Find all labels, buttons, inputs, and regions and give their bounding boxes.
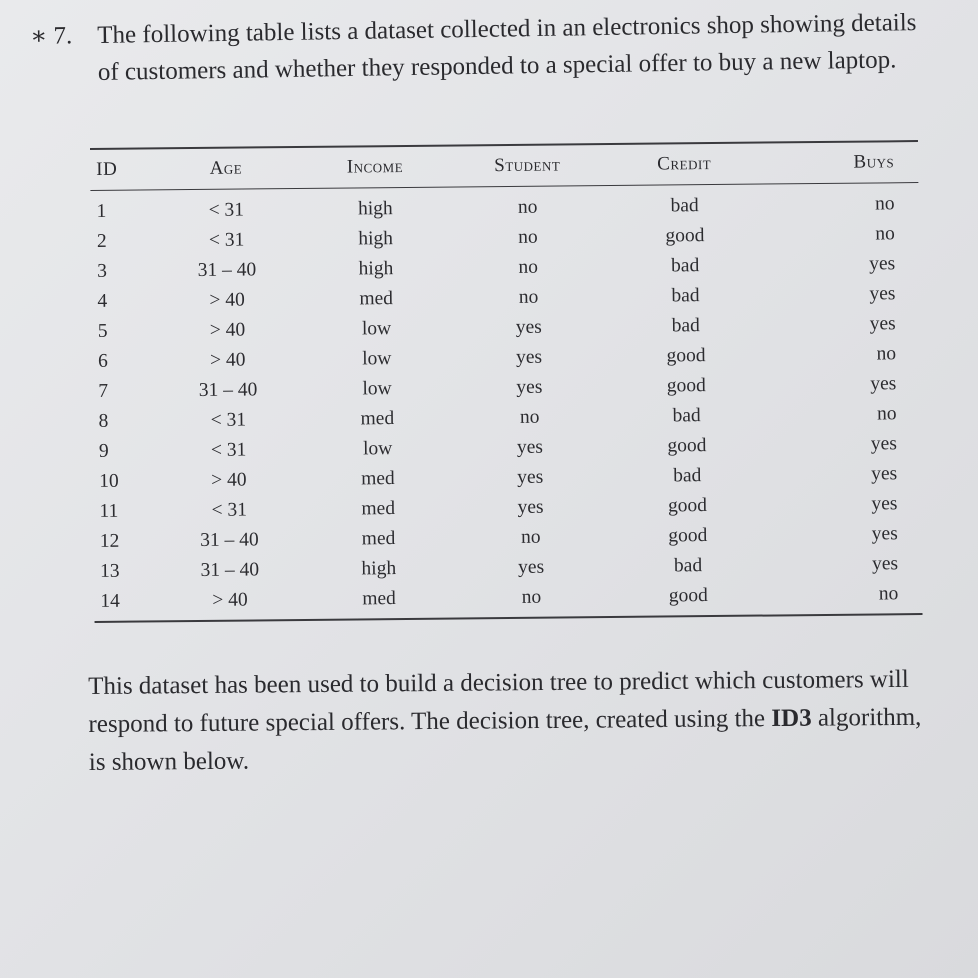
cell-age: 31 – 40 xyxy=(198,379,258,401)
dataset-table xyxy=(90,140,923,623)
cell-income: med xyxy=(359,288,394,310)
cell-credit: bad xyxy=(672,405,701,427)
cell-credit: good xyxy=(668,585,708,607)
cell-student: yes xyxy=(515,346,543,368)
cell-income: med xyxy=(361,498,396,520)
question-number: ∗ 7. xyxy=(30,22,73,50)
cell-credit: bad xyxy=(670,195,699,217)
cell-id: 9 xyxy=(98,440,109,462)
header-buys: Buys xyxy=(853,151,895,173)
cell-credit: bad xyxy=(671,315,700,337)
cell-credit: bad xyxy=(671,255,700,277)
cell-age: < 31 xyxy=(211,499,247,521)
cell-age: < 31 xyxy=(210,439,247,461)
cell-credit: good xyxy=(668,525,708,547)
paragraph-bold-term: ID3 xyxy=(771,704,812,733)
cell-buys: no xyxy=(878,583,899,605)
cell-buys: yes xyxy=(869,253,896,275)
cell-credit: bad xyxy=(671,285,700,307)
cell-student: yes xyxy=(516,436,544,458)
decision-tree-paragraph xyxy=(88,661,929,782)
cell-id: 11 xyxy=(99,500,119,522)
paragraph-text-after: algorithm, is shown below. xyxy=(88,703,922,776)
cell-id: 8 xyxy=(98,410,109,432)
cell-income: med xyxy=(362,588,396,610)
cell-income: high xyxy=(357,198,393,220)
cell-id: 1 xyxy=(96,200,107,222)
cell-id: 12 xyxy=(99,530,120,552)
cell-student: no xyxy=(521,586,542,608)
cell-income: med xyxy=(361,468,395,490)
header-income: Income xyxy=(346,155,404,178)
cell-student: yes xyxy=(515,316,542,338)
cell-buys: no xyxy=(876,343,897,365)
cell-income: high xyxy=(361,558,397,580)
cell-id: 4 xyxy=(97,290,108,312)
cell-income: high xyxy=(358,228,394,250)
header-age: Age xyxy=(209,157,243,179)
cell-id: 7 xyxy=(98,380,109,402)
cell-buys: yes xyxy=(869,313,896,335)
cell-credit: good xyxy=(665,225,705,247)
cell-student: no xyxy=(518,256,539,278)
cell-age: 31 – 40 xyxy=(197,259,257,281)
cell-age: > 40 xyxy=(212,589,248,611)
cell-age: 31 – 40 xyxy=(200,529,259,551)
cell-income: low xyxy=(361,318,392,340)
cell-buys: yes xyxy=(870,433,897,455)
cell-id: 14 xyxy=(100,590,120,612)
cell-student: no xyxy=(517,196,538,218)
cell-income: high xyxy=(358,258,394,280)
cell-id: 2 xyxy=(96,230,107,252)
cell-credit: bad xyxy=(673,465,702,487)
cell-credit: bad xyxy=(673,555,703,577)
cell-age: 31 – 40 xyxy=(200,559,260,581)
cell-student: no xyxy=(519,406,540,428)
cell-buys: no xyxy=(876,403,897,425)
cell-age: > 40 xyxy=(211,469,247,491)
cell-buys: yes xyxy=(871,463,898,485)
cell-student: no xyxy=(520,526,541,548)
cell-income: low xyxy=(362,348,392,370)
cell-student: no xyxy=(518,286,539,308)
table-body xyxy=(90,183,922,621)
cell-student: yes xyxy=(517,466,544,488)
cell-id: 3 xyxy=(97,260,108,282)
cell-student: no xyxy=(518,226,538,248)
cell-buys: no xyxy=(875,223,895,245)
cell-income: low xyxy=(362,438,393,460)
cell-age: > 40 xyxy=(209,319,246,341)
cell-age: > 40 xyxy=(209,289,245,311)
cell-buys: yes xyxy=(870,373,897,395)
cell-credit: good xyxy=(667,435,707,457)
cell-income: med xyxy=(361,528,396,550)
cell-id: 6 xyxy=(97,350,108,372)
cell-buys: yes xyxy=(871,523,898,545)
cell-buys: yes xyxy=(871,493,898,515)
question-text: The following table lists a dataset collected in an electronics shop showing details of customers and whether they responded to a special offer to buy a new laptop. xyxy=(97,9,917,86)
cell-age: < 31 xyxy=(208,199,245,221)
cell-id: 13 xyxy=(99,560,120,582)
cell-credit: good xyxy=(667,495,708,517)
header-credit: Credit xyxy=(657,153,712,175)
cell-credit: good xyxy=(666,375,706,397)
cell-student: yes xyxy=(516,376,543,398)
header-id: ID xyxy=(96,158,118,180)
cell-credit: good xyxy=(666,345,706,367)
cell-buys: yes xyxy=(871,553,899,575)
cell-age: < 31 xyxy=(210,409,247,431)
header-student: Student xyxy=(494,154,561,177)
cell-buys: no xyxy=(874,193,895,215)
cell-id: 5 xyxy=(97,320,108,342)
paragraph-text-before: This dataset has been used to build a decision tree to predict which customers will respond to future special offers. The decision tree, created using the xyxy=(88,665,909,738)
question-7 xyxy=(30,4,921,92)
cell-id: 10 xyxy=(99,470,119,492)
cell-student: yes xyxy=(517,496,544,518)
cell-student: yes xyxy=(518,556,545,578)
cell-age: < 31 xyxy=(208,229,245,251)
cell-income: med xyxy=(360,408,395,430)
cell-buys: yes xyxy=(869,283,896,305)
cell-age: > 40 xyxy=(209,349,246,371)
cell-income: low xyxy=(362,378,392,400)
